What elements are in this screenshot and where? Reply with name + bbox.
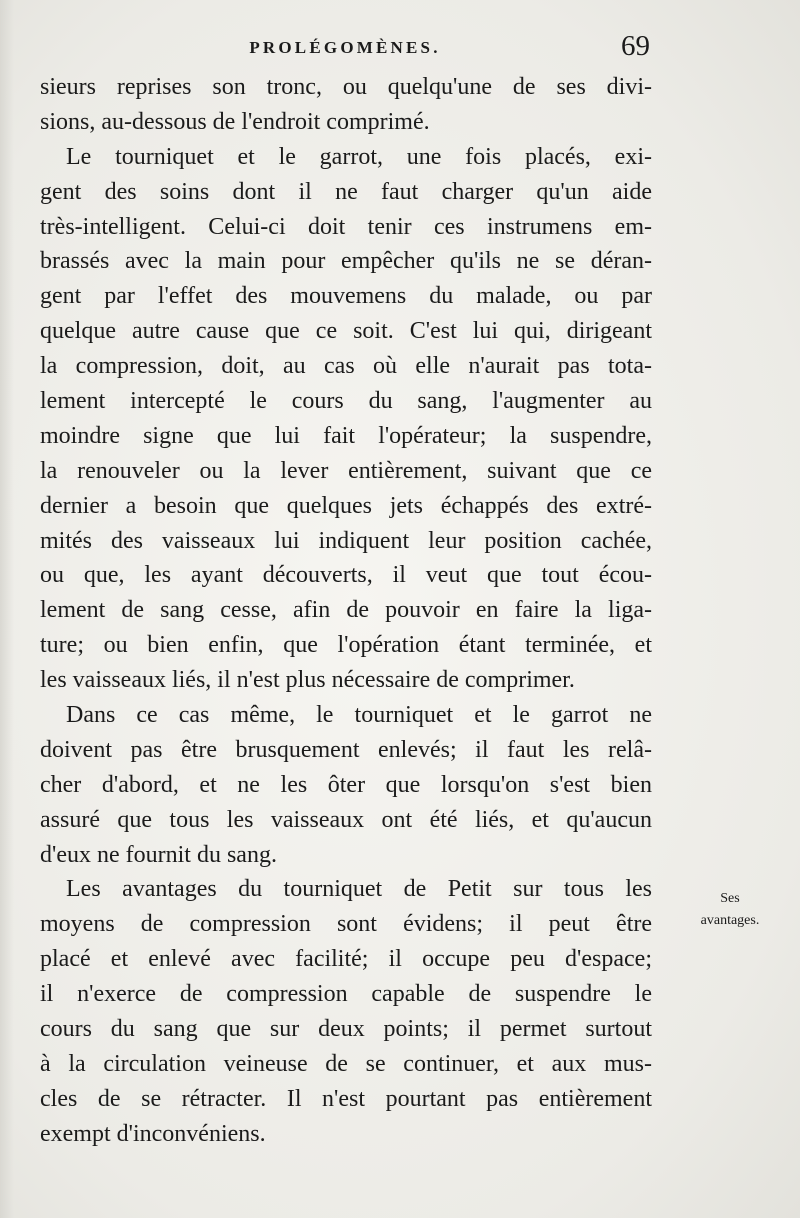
text-line: à la circulation veineuse de se continuer, et aux mus-	[40, 1050, 652, 1077]
body-text	[40, 70, 652, 1152]
text-line: la compression, doit, au cas où elle n'aurait pas tota-	[40, 353, 652, 380]
text-line: Le tourniquet et le garrot, une fois placés, exi-	[66, 143, 652, 170]
text-line: cles de se rétracter. Il n'est pourtant pas entièrement	[40, 1085, 652, 1112]
text-line: les vaisseaux liés, il n'est plus nécessaire de comprimer.	[40, 667, 575, 694]
text-line: Les avantages du tourniquet de Petit sur tous les	[66, 876, 652, 903]
page-number: 69	[621, 30, 650, 62]
text-line: la renouveler ou la lever entièrement, suivant que ce	[40, 457, 652, 484]
text-line: gent des soins dont il ne faut charger qu'un aide	[40, 178, 652, 205]
text-line: ou que, les ayant découverts, il veut que tout écou-	[40, 562, 652, 589]
text-line: mités des vaisseaux lui indiquent leur position cachée,	[40, 527, 652, 554]
text-line: ture; ou bien enfin, que l'opération étant terminée, et	[40, 632, 652, 659]
paragraph	[40, 140, 652, 698]
paragraph	[40, 872, 652, 1151]
text-line: exempt d'inconvéniens.	[40, 1120, 266, 1147]
spine-shadow	[0, 0, 14, 1218]
running-title: PROLÉGOMÈNES.	[249, 38, 441, 57]
text-line: il n'exerce de compression capable de suspendre le	[40, 981, 652, 1008]
text-line: placé et enlevé avec facilité; il occupe peu d'espace;	[40, 946, 652, 973]
text-line: lement de sang cesse, afin de pouvoir en faire la liga-	[40, 597, 652, 624]
text-line: brassés avec la main pour empêcher qu'ils ne se déran-	[40, 248, 652, 275]
text-line: assuré que tous les vaisseaux ont été liés, et qu'aucun	[40, 806, 652, 833]
running-head	[40, 30, 650, 70]
text-line: cours du sang que sur deux points; il permet surtout	[40, 1016, 652, 1043]
margin-note-line: avantages.	[700, 913, 760, 928]
text-line: sions, au-dessous de l'endroit comprimé.	[40, 108, 430, 135]
text-line: moindre signe que lui fait l'opérateur; la suspendre,	[40, 422, 652, 449]
paragraph	[40, 70, 652, 140]
text-line: très-intelligent. Celui-ci doit tenir ces instrumens em-	[40, 213, 652, 240]
text-line: moyens de compression sont évidens; il peut être	[40, 911, 652, 938]
text-line: dernier a besoin que quelques jets échappés des extré-	[40, 492, 652, 519]
text-line: gent par l'effet des mouvemens du malade, ou par	[40, 283, 652, 310]
text-line: doivent pas être brusquement enlevés; il faut les relâ-	[40, 736, 652, 763]
paragraph	[40, 698, 652, 872]
text-line: Dans ce cas même, le tourniquet et le garrot ne	[66, 702, 652, 729]
text-line: lement intercepté le cours du sang, l'augmenter au	[40, 388, 652, 415]
text-line: quelque autre cause que ce soit. C'est lui qui, dirigeant	[40, 318, 652, 345]
margin-note	[690, 888, 770, 932]
text-line: cher d'abord, et ne les ôter que lorsqu'on s'est bien	[40, 771, 652, 798]
margin-note-line: Ses	[720, 891, 740, 906]
text-line: sieurs reprises son tronc, ou quelqu'une de ses divi-	[40, 74, 652, 100]
text-line: d'eux ne fournit du sang.	[40, 841, 277, 868]
